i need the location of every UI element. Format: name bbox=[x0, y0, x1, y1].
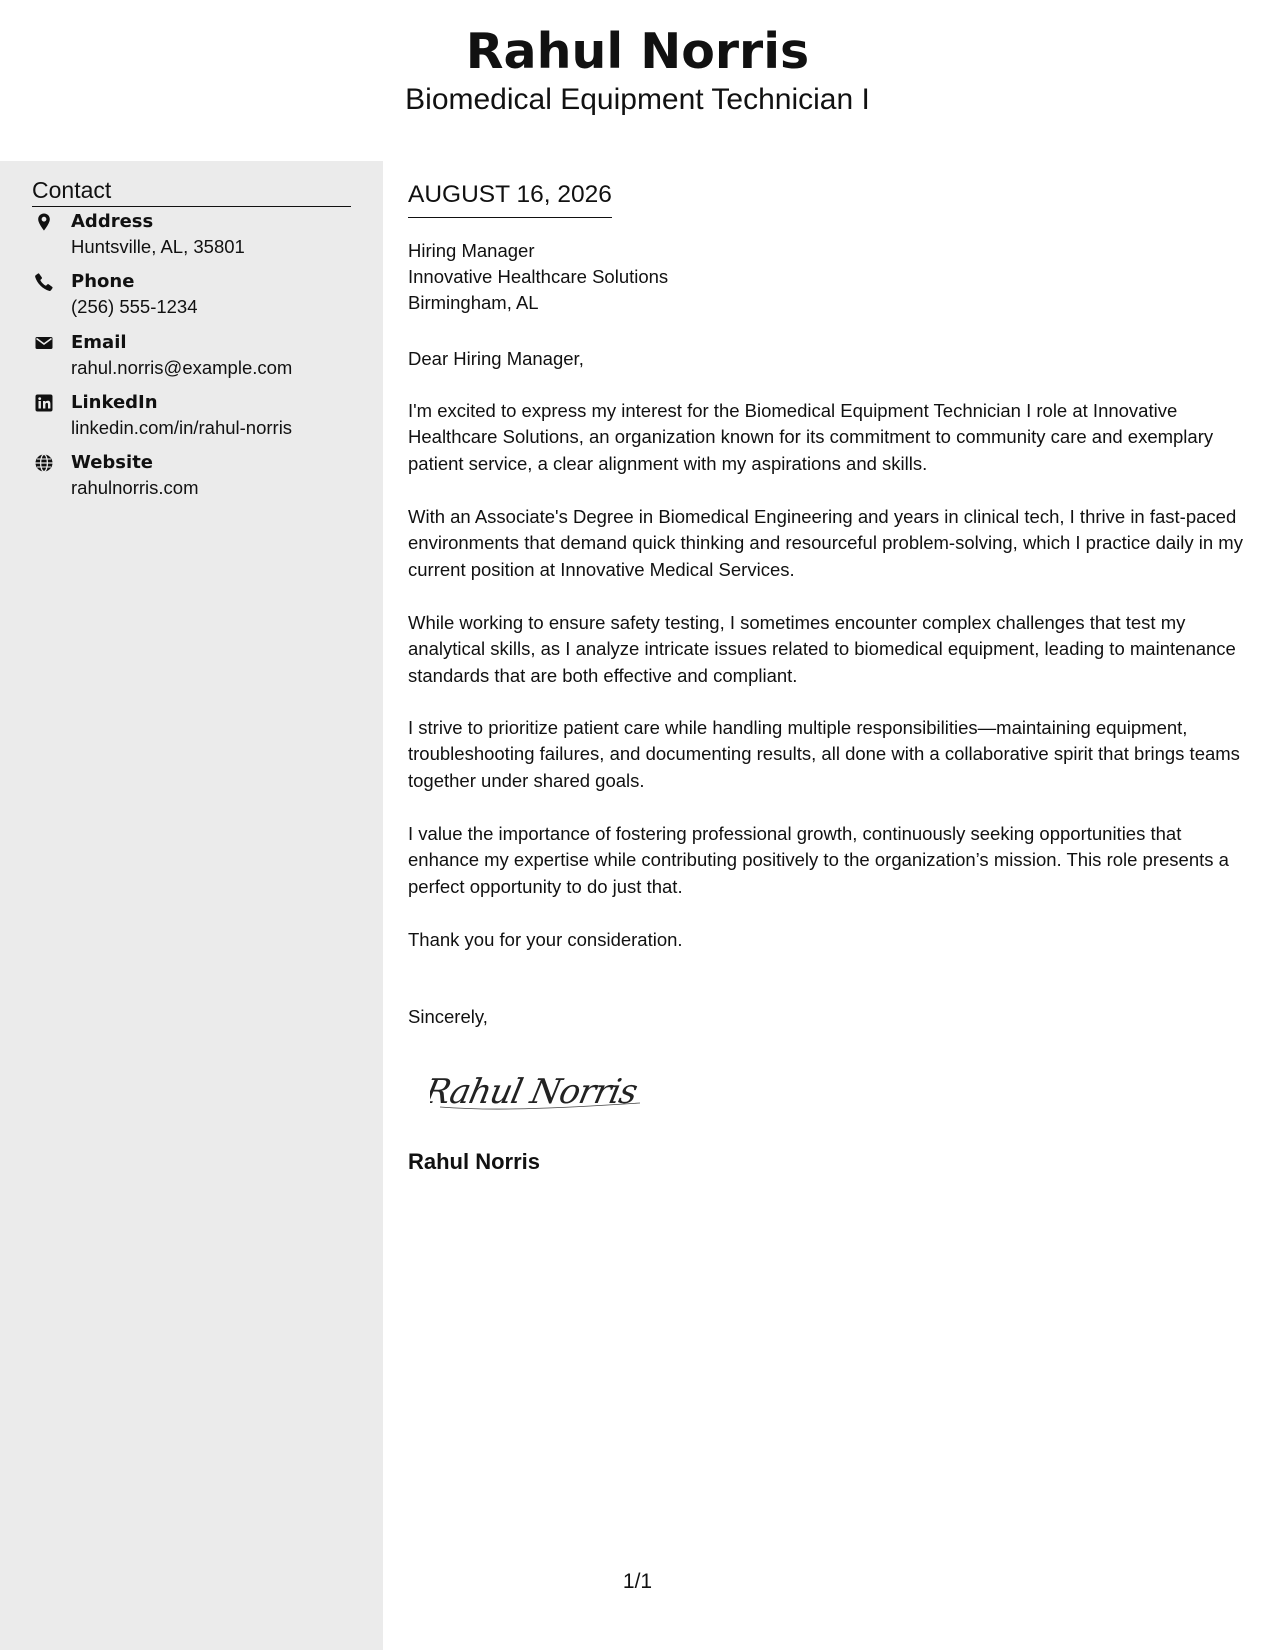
contact-item-phone bbox=[32, 270, 362, 326]
letter-paragraph: I value the importance of fostering professional growth, continuously seeking opportunities that enhance my expertise while contributing positively to the organization’s mission. This role presents a perfect opportunity to do just that. bbox=[408, 823, 1229, 897]
recipient-line: Birmingham, AL bbox=[408, 292, 539, 313]
recipient-block bbox=[408, 238, 668, 316]
contact-value: (256) 555-1234 bbox=[71, 296, 198, 317]
page-number: 1/1 bbox=[622, 1570, 653, 1593]
letter-date: AUGUST 16, 2026 bbox=[408, 179, 612, 218]
phone-icon bbox=[34, 272, 54, 292]
letter-paragraph: I'm excited to express my interest for the Biomedical Equipment Technician I role at Innovative Healthcare Solutions, an organization known for its commitment to community care and exemplary patient service, a clear alignment with my aspirations and skills. bbox=[408, 400, 1214, 474]
contact-value: linkedin.com/in/rahul-norris bbox=[71, 417, 293, 438]
contact-item-address bbox=[32, 210, 362, 266]
letter-header bbox=[0, 0, 1275, 161]
contact-item-linkedin bbox=[32, 391, 362, 447]
letter-paragraph: With an Associate's Degree in Biomedical Engineering and years in clinical tech, I thrive in fast-paced environments that demand quick thinking and resourceful problem-solving, which I practice daily in my current position at Innovative Medical Services. bbox=[408, 506, 1243, 580]
letter-paragraph: Thank you for your consideration. bbox=[408, 929, 683, 950]
recipient-line: Hiring Manager bbox=[408, 240, 535, 261]
recipient-line: Innovative Healthcare Solutions bbox=[408, 266, 669, 287]
contact-sidebar bbox=[0, 161, 383, 1650]
contact-label: LinkedIn bbox=[71, 392, 158, 413]
contact-value: rahulnorris.com bbox=[71, 477, 199, 498]
contact-heading: Contact bbox=[32, 175, 351, 207]
signature-mark: Rahul Norris bbox=[430, 1072, 641, 1112]
contact-value: rahul.norris@example.com bbox=[71, 357, 293, 378]
linkedin-icon bbox=[34, 393, 54, 413]
contact-item-website bbox=[32, 451, 362, 507]
envelope-icon bbox=[34, 333, 54, 353]
contact-label: Website bbox=[71, 452, 154, 473]
applicant-name: Rahul Norris bbox=[465, 23, 810, 80]
signer-name: Rahul Norris bbox=[408, 1149, 541, 1174]
contact-label: Email bbox=[71, 332, 127, 353]
contact-label: Address bbox=[71, 211, 154, 232]
handwritten-signature bbox=[430, 1059, 660, 1119]
closing: Sincerely, bbox=[408, 1006, 488, 1027]
contact-item-email bbox=[32, 331, 362, 387]
map-pin-icon bbox=[34, 212, 54, 232]
salutation: Dear Hiring Manager, bbox=[408, 348, 584, 369]
job-title: Biomedical Equipment Technician I bbox=[405, 83, 870, 116]
globe-icon bbox=[34, 453, 54, 473]
contact-label: Phone bbox=[71, 271, 135, 292]
contact-value: Huntsville, AL, 35801 bbox=[71, 236, 245, 257]
letter-paragraph: I strive to prioritize patient care while handling multiple responsibilities—maintaining equipment, troubleshooting failures, and documenting results, all done with a collaborative spirit that brings teams together under shared goals. bbox=[408, 717, 1240, 791]
letter-paragraph: While working to ensure safety testing, I sometimes encounter complex challenges that test my analytical skills, as I analyze intricate issues related to biomedical equipment, leading to maintenance standards that are both effective and compliant. bbox=[408, 612, 1236, 686]
